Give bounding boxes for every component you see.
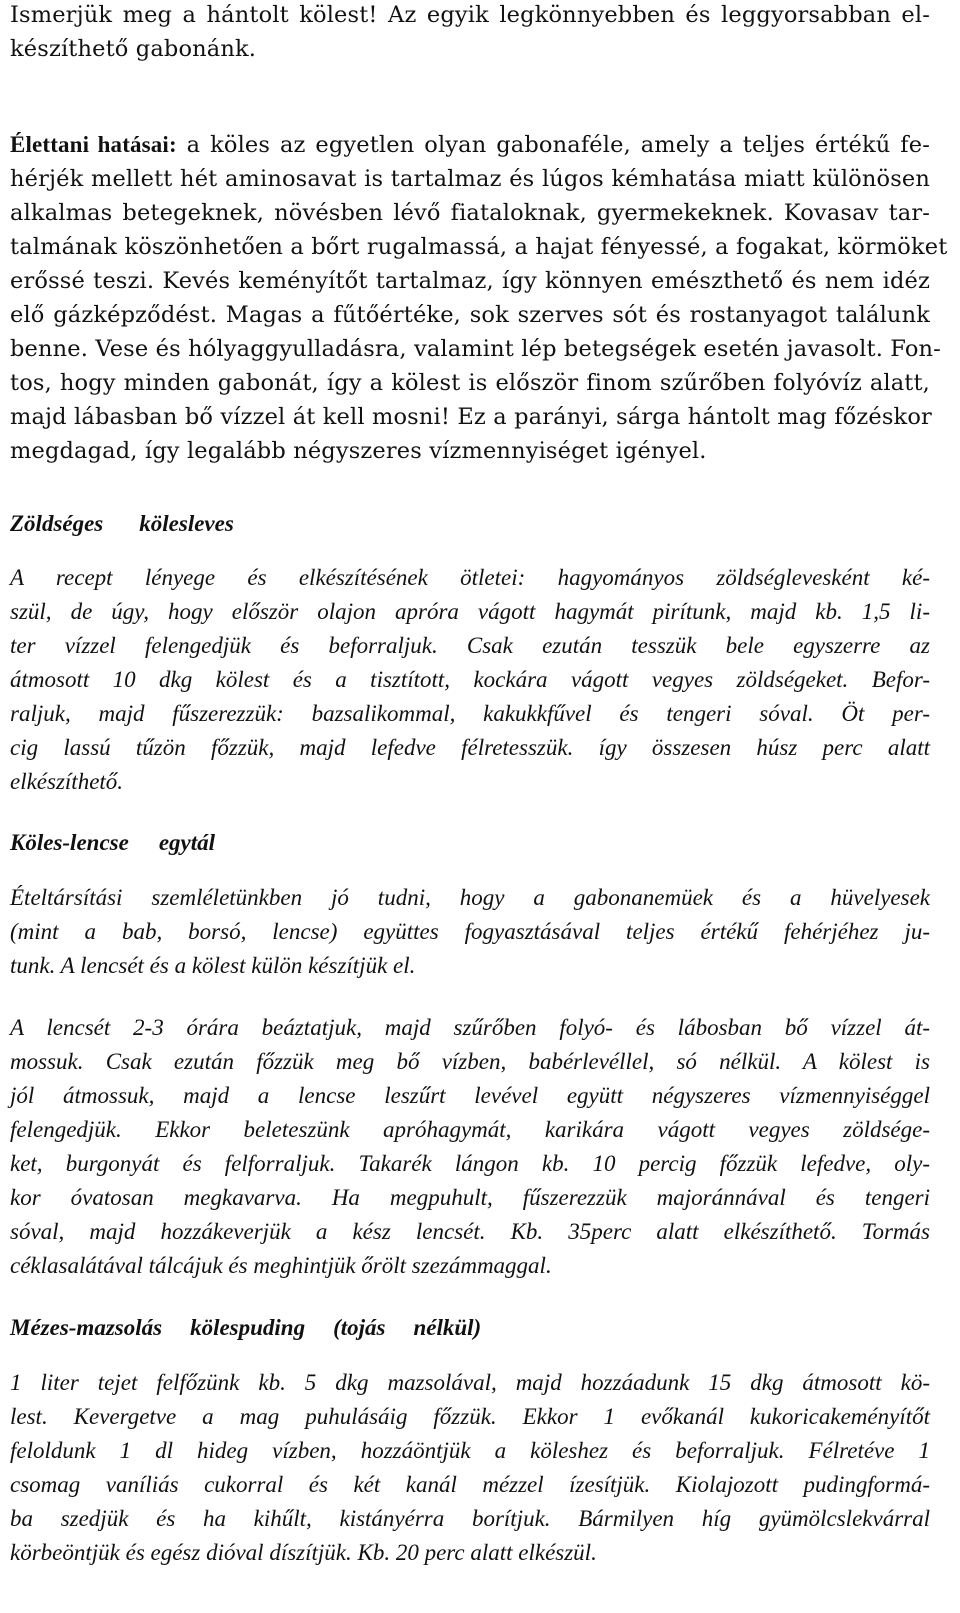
text-line bbox=[10, 128, 930, 162]
text-line: talmának köszönhetően a bőrt rugalmassá, a hajat fényessé, a fogakat, körmöket bbox=[10, 234, 948, 260]
text-line: raljuk, majd fűszerezzük: bazsalikommal, kakukkfűvel és tengeri sóval. Öt per- bbox=[10, 701, 930, 726]
recipe-title bbox=[10, 1313, 481, 1343]
paragraph-lead: Élettani hatásai: bbox=[10, 132, 177, 157]
recipe-paragraph bbox=[10, 561, 930, 799]
text-line: (mint a bab, borsó, lencse) együttes fogyasztásával teljes értékű fehérjéhez ju- bbox=[10, 919, 930, 944]
title-word: kölesleves bbox=[139, 511, 234, 536]
text-line: ter vízzel felengedjük és beforraljuk. Csak ezután tesszük bele egyszerre az bbox=[10, 633, 930, 658]
title-word: Mézes-mazsolás bbox=[10, 1315, 163, 1340]
physiological-effects-paragraph bbox=[10, 128, 948, 468]
text-line: elkészíthető. bbox=[10, 769, 124, 794]
text-line: felengedjük. Ekkor beleteszünk apróhagymát, karikára vágott vegyes zöldsége- bbox=[10, 1117, 930, 1142]
text-line: Ételtársítási szemléletünkben jó tudni, hogy a gabonanemüek és a hüvelyesek bbox=[10, 885, 930, 910]
text-line: benne. Vese és hólyaggyulladásra, valamint lép betegségek esetén javasolt. Fon- bbox=[10, 336, 941, 362]
text-span: a köles az egyetlen olyan gabonaféle, amely a teljes értékű fe- bbox=[176, 132, 930, 158]
title-word: Köles-lencse bbox=[10, 830, 129, 855]
text-line: céklasalátával tálcájuk és meghintjük őrölt szezámmaggal. bbox=[10, 1253, 552, 1278]
text-line: tunk. A lencsét és a kölest külön készítjük el. bbox=[10, 953, 416, 978]
text-line: készíthető gabonánk. bbox=[10, 36, 257, 62]
text-line: majd lábasban bő vízzel át kell mosni! Ez a parányi, sárga hántolt mag főzéskor bbox=[10, 404, 932, 430]
text-line: mossuk. Csak ezután főzzük meg bő vízben, babérlevéllel, só nélkül. A kölest is bbox=[10, 1049, 930, 1074]
text-line: A lencsét 2-3 órára beáztatjuk, majd szűrőben folyó- és lábosban bő vízzel át- bbox=[10, 1015, 930, 1040]
text-line: lest. Kevergetve a mag puhulásáig főzzük. Ekkor 1 evőkanál kukoricakeményítőt bbox=[10, 1404, 930, 1429]
text-line: szül, de úgy, hogy először olajon apróra vágott hagymát pirítunk, majd kb. 1,5 li- bbox=[10, 599, 930, 624]
title-word: Zöldséges bbox=[10, 511, 104, 536]
title-word: nélkül) bbox=[413, 1315, 482, 1340]
text-line: hérjék mellett hét aminosavat is tartalmaz és lúgos kémhatása miatt különösen bbox=[10, 166, 930, 192]
text-line: elő gázképződést. Magas a fűtőértéke, sok szerves sót és rostanyagot találunk bbox=[10, 302, 930, 328]
title-word: (tojás bbox=[333, 1315, 386, 1340]
text-line: feloldunk 1 dl hideg vízben, hozzáöntjük a köleshez és beforraljuk. Félretéve 1 bbox=[10, 1438, 930, 1463]
text-line: kor óvatosan megkavarva. Ha megpuhult, fűszerezzük majoránnával és tengeri bbox=[10, 1185, 930, 1210]
recipe-title bbox=[10, 828, 215, 858]
recipe-title bbox=[10, 509, 234, 539]
text-line: tos, hogy minden gabonát, így a kölest is először finom szűrőben folyóvíz alatt, bbox=[10, 370, 930, 396]
text-line: A recept lényege és elkészítésének ötletei: hagyományos zöldséglevesként ké- bbox=[10, 565, 930, 590]
text-line: körbeöntjük és egész dióval díszítjük. Kb. 20 perc alatt elkészül. bbox=[10, 1540, 597, 1565]
title-word: kölespuding bbox=[190, 1315, 306, 1340]
text-line: megdagad, így legalább négyszeres vízmennyiséget igényel. bbox=[10, 438, 707, 464]
text-line: cig lassú tűzön főzzük, majd lefedve félretesszük. így összesen húsz perc alatt bbox=[10, 735, 930, 760]
text-line: 1 liter tejet felfőzünk kb. 5 dkg mazsolával, majd hozzáadunk 15 dkg átmosott kö- bbox=[10, 1370, 930, 1395]
text-line: ba szedjük és ha kihűlt, kistányérra borítjuk. Bármilyen híg gyümölcslekvárral bbox=[10, 1506, 930, 1531]
text-line: csomag vaníliás cukorral és két kanál mézzel ízesítjük. Kiolajozott pudingformá- bbox=[10, 1472, 930, 1497]
text-line: jól átmossuk, majd a lencse leszűrt levével együtt négyszeres vízmennyiséggel bbox=[10, 1083, 930, 1108]
intro-paragraph bbox=[10, 0, 930, 66]
text-line: alkalmas betegeknek, növésben lévő fiataloknak, gyermekeknek. Kovasav tar- bbox=[10, 200, 930, 226]
text-line: Ismerjük meg a hántolt kölest! Az egyik legkönnyebben és leggyorsabban el- bbox=[10, 2, 930, 28]
recipe-paragraph bbox=[10, 881, 930, 983]
recipe-paragraph bbox=[10, 1011, 930, 1283]
text-line: erőssé teszi. Kevés keményítőt tartalmaz, így könnyen emészthető és nem idéz bbox=[10, 268, 930, 294]
text-line: ket, burgonyát és felforraljuk. Takarék lángon kb. 10 percig főzzük lefedve, oly- bbox=[10, 1151, 930, 1176]
title-word: egytál bbox=[158, 830, 216, 855]
recipe-paragraph bbox=[10, 1366, 930, 1570]
text-line: átmosott 10 dkg kölest és a tisztított, kockára vágott vegyes zöldségeket. Befor- bbox=[10, 667, 930, 692]
text-line: sóval, majd hozzákeverjük a kész lencsét. Kb. 35perc alatt elkészíthető. Tormás bbox=[10, 1219, 930, 1244]
